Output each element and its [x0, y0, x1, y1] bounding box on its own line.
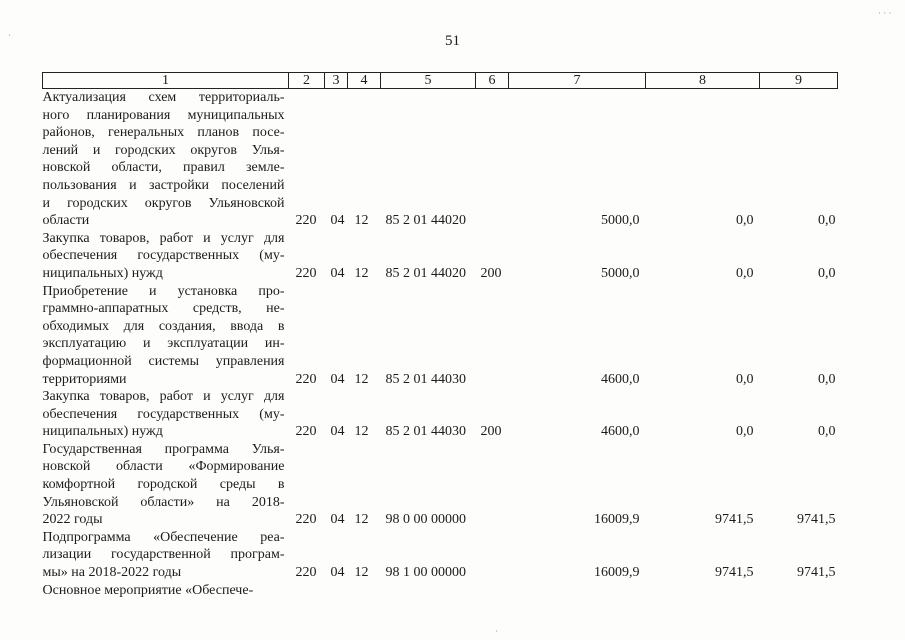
- row-name: [43, 529, 289, 582]
- table-row: [43, 89, 838, 230]
- row-name-line: Приобретение и установка про-: [42, 283, 285, 299]
- row-name: [43, 230, 289, 283]
- table-body: [43, 89, 838, 600]
- amount-col8: 9741,5: [715, 565, 754, 581]
- expense-type-code: [476, 582, 509, 600]
- amount-col9: 9741,5: [797, 565, 836, 581]
- column-header-5: 5: [381, 73, 476, 89]
- amount-col9: [760, 582, 838, 600]
- section-code: 04: [330, 424, 345, 440]
- row-name-line: ниципальных) нужд: [42, 265, 163, 281]
- row-name-line: Подпрограмма «Обеспечение реа-: [42, 529, 285, 545]
- row-name: [43, 89, 289, 230]
- target-article-code: 98 1 00 00000: [385, 565, 466, 581]
- row-name-line: комфортной городской среды в: [42, 477, 285, 493]
- amount-col7: 16009,9: [594, 565, 640, 581]
- row-name: [43, 441, 289, 529]
- amount-col7: 4600,0: [601, 424, 640, 440]
- amount-col7: [509, 582, 646, 600]
- row-name-line: ниципальных) нужд: [42, 424, 163, 440]
- row-name-line: мы» на 2018-2022 годы: [42, 565, 182, 581]
- row-name-line: области: [42, 213, 90, 229]
- row-name-line: лений и городских округов Улья-: [42, 142, 285, 158]
- amount-col9: 9741,5: [797, 512, 836, 528]
- target-article-code: 98 0 00 00000: [385, 512, 466, 528]
- budget-admin-code: 220: [295, 371, 317, 387]
- row-name-line: и городских округов Ульяновской: [42, 195, 285, 211]
- subsection-code: 12: [354, 213, 369, 229]
- expense-type-code: [476, 441, 509, 529]
- section-code: 04: [330, 565, 345, 581]
- amount-col8: 0,0: [736, 424, 754, 440]
- expense-type-code: [476, 529, 509, 582]
- expense-type-code: 200: [480, 424, 502, 440]
- row-name-line: Ульяновской области» на 2018-: [42, 494, 285, 510]
- subsection-code: 12: [354, 565, 369, 581]
- column-header-7: 7: [509, 73, 646, 89]
- row-name-line: обходимых для создания, ввода в: [42, 318, 285, 334]
- budget-admin-code: 220: [295, 265, 317, 281]
- section-code: 04: [330, 213, 345, 229]
- amount-col8: 0,0: [736, 213, 754, 229]
- row-name-line: ного планирования муниципальных: [42, 107, 285, 123]
- amount-col8: 9741,5: [715, 512, 754, 528]
- row-name: [43, 283, 289, 389]
- expense-type-code: 200: [480, 265, 502, 281]
- scan-speck: ·: [8, 30, 11, 40]
- row-name-line: новской области «Формирование: [42, 459, 285, 475]
- scan-speck: ·: [495, 626, 498, 636]
- column-header-1: 1: [43, 73, 289, 89]
- row-name-line: районов, генеральных планов посе-: [42, 125, 285, 141]
- subsection-code: 12: [354, 512, 369, 528]
- amount-col8: 0,0: [736, 371, 754, 387]
- subsection-code: 12: [354, 371, 369, 387]
- row-name-line: граммно-аппаратных средств, не-: [42, 301, 285, 317]
- row-name: [43, 582, 289, 600]
- row-name-line: Закупка товаров, работ и услуг для: [42, 230, 285, 246]
- expense-type-code: [476, 283, 509, 389]
- row-name-line: обеспечения государственных (му-: [42, 406, 285, 422]
- page-number: 51: [445, 33, 460, 49]
- amount-col7: 5000,0: [601, 265, 640, 281]
- table-row: [43, 582, 838, 600]
- section-code: 04: [330, 371, 345, 387]
- amount-col9: 0,0: [818, 213, 836, 229]
- amount-col7: 4600,0: [601, 371, 640, 387]
- amount-col8: [646, 582, 760, 600]
- budget-admin-code: [289, 582, 325, 600]
- row-name-line: новской области, правил земле-: [42, 160, 285, 176]
- amount-col7: 16009,9: [594, 512, 640, 528]
- row-name-line: территориями: [42, 371, 127, 387]
- target-article-code: 85 2 01 44020: [385, 265, 466, 281]
- row-name-line: Основное мероприятие «Обеспече-: [42, 582, 254, 598]
- amount-col7: 5000,0: [601, 213, 640, 229]
- row-name-line: обеспечения государственных (му-: [42, 248, 285, 264]
- column-header-3: 3: [325, 73, 348, 89]
- subsection-code: [348, 582, 381, 600]
- expense-type-code: [476, 89, 509, 230]
- section-code: 04: [330, 512, 345, 528]
- section-code: [325, 582, 348, 600]
- row-name-line: Государственная программа Улья-: [42, 441, 285, 457]
- row-name-line: 2022 годы: [42, 512, 103, 528]
- table-row: [43, 230, 838, 283]
- column-header-6: 6: [476, 73, 509, 89]
- section-code: 04: [330, 265, 345, 281]
- budget-admin-code: 220: [295, 424, 317, 440]
- subsection-code: 12: [354, 424, 369, 440]
- budget-admin-code: 220: [295, 565, 317, 581]
- amount-col9: 0,0: [818, 265, 836, 281]
- budget-table-container: [42, 72, 837, 599]
- row-name-line: Актуализация схем территориаль-: [42, 90, 285, 105]
- table-row: [43, 441, 838, 529]
- amount-col9: 0,0: [818, 371, 836, 387]
- row-name: [43, 388, 289, 441]
- row-name-line: пользования и застройки поселений: [42, 177, 285, 193]
- column-number-row: [43, 73, 838, 89]
- row-name-line: формационной системы управления: [42, 353, 285, 369]
- budget-admin-code: 220: [295, 213, 317, 229]
- column-header-4: 4: [348, 73, 381, 89]
- row-name-line: лизации государственной програм-: [42, 547, 285, 563]
- target-article-code: 85 2 01 44020: [385, 213, 466, 229]
- column-header-2: 2: [289, 73, 325, 89]
- amount-col9: 0,0: [818, 424, 836, 440]
- table-row: [43, 388, 838, 441]
- budget-table: [42, 72, 838, 599]
- column-header-8: 8: [646, 73, 760, 89]
- budget-admin-code: 220: [295, 512, 317, 528]
- amount-col8: 0,0: [736, 265, 754, 281]
- target-article-code: 85 2 01 44030: [385, 371, 466, 387]
- target-article-code: [381, 582, 476, 600]
- column-header-9: 9: [760, 73, 838, 89]
- table-row: [43, 529, 838, 582]
- subsection-code: 12: [354, 265, 369, 281]
- scan-speck: · · ·: [878, 8, 892, 18]
- table-row: [43, 283, 838, 389]
- row-name-line: эксплуатацию и эксплуатации ин-: [42, 336, 285, 352]
- target-article-code: 85 2 01 44030: [385, 424, 466, 440]
- row-name-line: Закупка товаров, работ и услуг для: [42, 389, 285, 405]
